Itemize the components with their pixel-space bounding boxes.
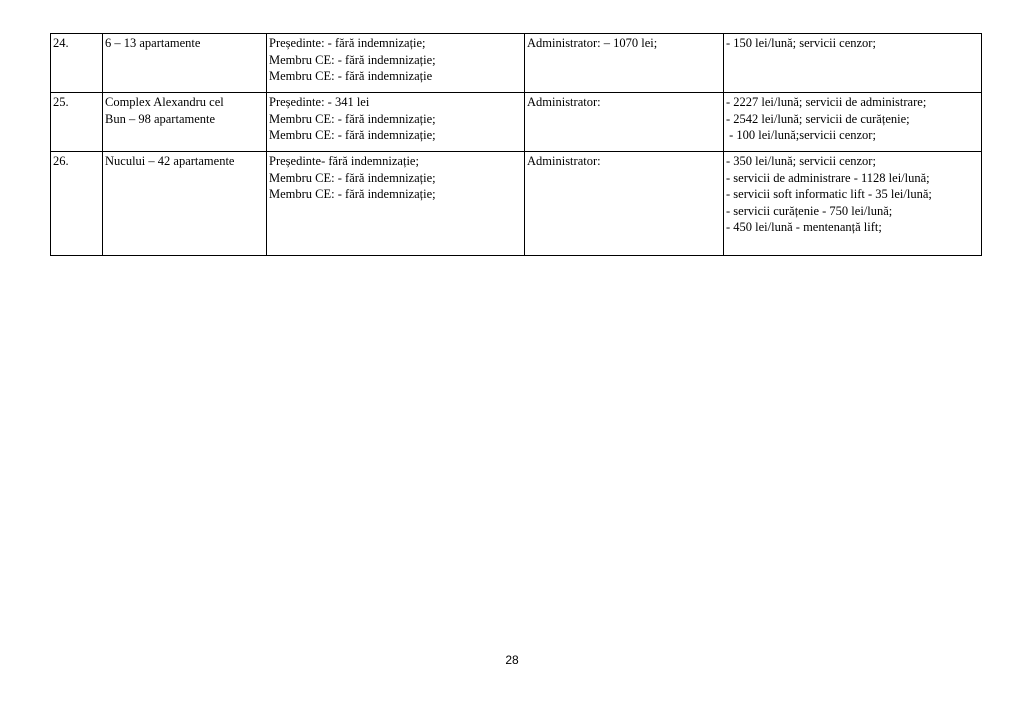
services-cell: [724, 93, 982, 152]
association-name-line: Nucului – 42 apartamente: [105, 154, 235, 168]
committee-cell: [267, 152, 525, 256]
committee-line: Președinte: - fără indemnizație;: [269, 36, 426, 50]
association-cell: [103, 93, 267, 152]
committee-line: Membru CE: - fără indemnizație;: [269, 170, 436, 185]
service-line: - 350 lei/lună; servicii cenzor;: [726, 154, 876, 168]
administrator-cell: [525, 93, 724, 152]
table-row: [51, 152, 982, 256]
administrator-cell: [525, 152, 724, 256]
row-number: 24.: [53, 36, 69, 50]
associations-table: [50, 33, 982, 256]
row-number-cell: [51, 152, 103, 256]
service-line: - 450 lei/lună - mentenanță lift;: [726, 220, 882, 234]
service-line: - 2227 lei/lună; servicii de administrare;: [726, 95, 927, 109]
association-cell: [103, 34, 267, 93]
administrator-text: Administrator:: [527, 95, 601, 109]
row-number-cell: [51, 93, 103, 152]
service-line: - servicii curățenie - 750 lei/lună;: [726, 203, 893, 218]
committee-line: Membru CE: - fără indemnizație;: [269, 187, 436, 201]
row-number: 26.: [53, 154, 69, 168]
committee-cell: [267, 93, 525, 152]
service-line: - 2542 lei/lună; servicii de curățenie;: [726, 111, 910, 126]
administrator-text: Administrator:: [527, 154, 601, 168]
administrator-cell: [525, 34, 724, 93]
service-line: - 150 lei/lună; servicii cenzor;: [726, 36, 876, 50]
committee-line: Membru CE: - fără indemnizație;: [269, 128, 436, 142]
association-name-line: 6 – 13 apartamente: [105, 36, 201, 50]
table-row: [51, 34, 982, 93]
service-line: - servicii soft informatic lift - 35 lei/lună;: [726, 187, 932, 201]
committee-cell: [267, 34, 525, 93]
service-line: - servicii de administrare - 1128 lei/lună;: [726, 170, 930, 185]
committee-line: Președinte: - 341 lei: [269, 95, 370, 109]
page-number: 28: [505, 653, 519, 667]
service-line: - 100 lei/lună;servicii cenzor;: [726, 128, 876, 142]
services-cell: [724, 34, 982, 93]
row-number: 25.: [53, 95, 69, 109]
administrator-text: Administrator: – 1070 lei;: [527, 36, 658, 50]
committee-line: Președinte- fără indemnizație;: [269, 154, 419, 168]
association-cell: [103, 152, 267, 256]
services-cell: [724, 152, 982, 256]
committee-line: Membru CE: - fără indemnizație: [269, 69, 433, 83]
committee-line: Membru CE: - fără indemnizație;: [269, 111, 436, 126]
row-number-cell: [51, 34, 103, 93]
committee-line: Membru CE: - fără indemnizație;: [269, 52, 436, 67]
association-name-line: Complex Alexandru cel: [105, 95, 224, 109]
table-row: [51, 93, 982, 152]
association-name-line: Bun – 98 apartamente: [105, 111, 216, 126]
